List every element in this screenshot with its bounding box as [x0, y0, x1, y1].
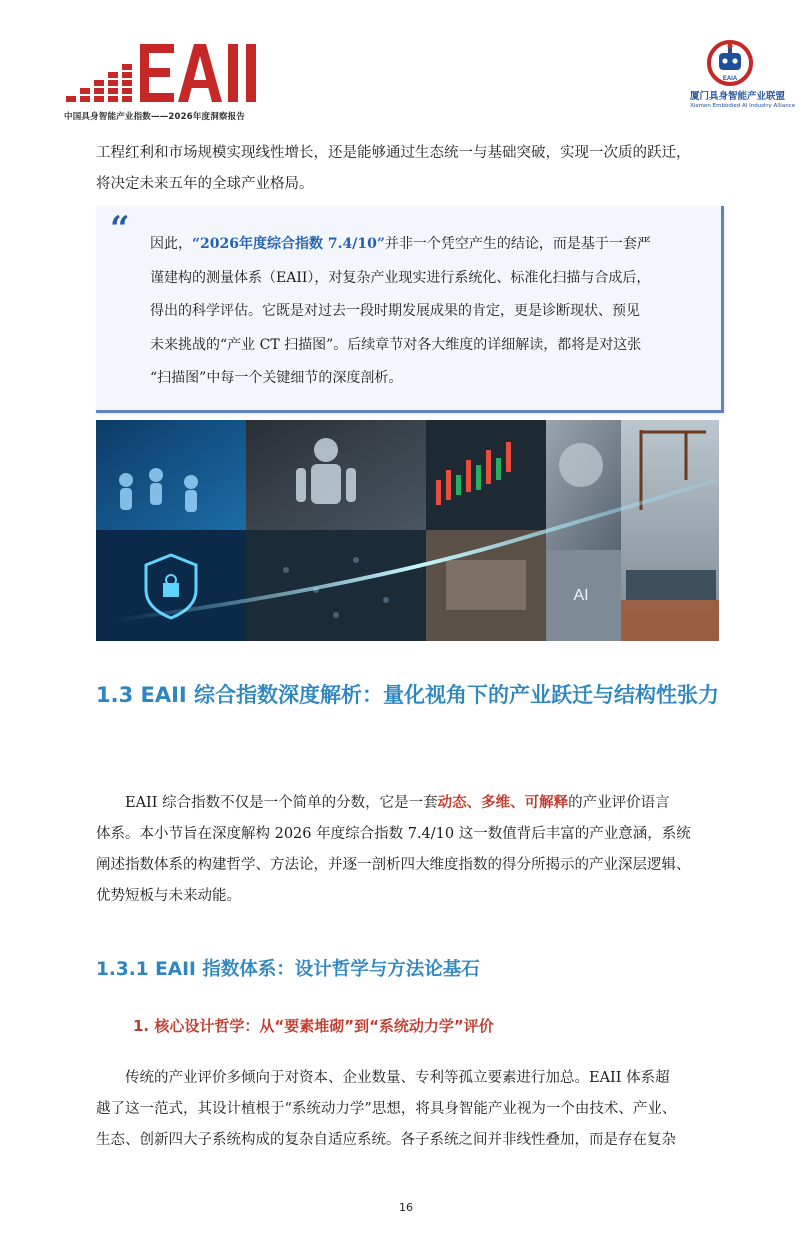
composite-index-highlight: “2026年度综合指数 7.4/10”: [192, 236, 385, 252]
paragraph-line: 传统的产业评价多倾向于对资本、企业数量、专利等孤立要素进行加总。EAII 体系超: [125, 1070, 670, 1086]
intro-line: 工程红利和市场规模实现线性增长，还是能够通过生态统一与基础突破，实现一次质的跃迁，: [96, 145, 691, 161]
quote-line: 未来挑战的“产业 CT 扫描图”。后续章节对各大维度的详细解读，都将是对这张: [150, 336, 642, 353]
robot-emblem-icon: [702, 40, 758, 86]
logo-caption: 中国具身智能产业指数——2026年度洞察报告: [64, 112, 246, 122]
alliance-name-en: Xiamen Embodied AI Industry Alliance: [690, 103, 796, 109]
section-1-3-intro-paragraph: [96, 787, 720, 912]
quote-text: [150, 228, 710, 396]
paragraph-line: 优势短板与未来动能。: [96, 888, 241, 904]
tech-collage-image: [96, 420, 719, 641]
alliance-name-cn: 厦门具身智能产业联盟: [690, 91, 786, 102]
alliance-badge: EAIA: [722, 76, 738, 82]
page-number: 16: [399, 1201, 413, 1214]
collage-graphic: [96, 420, 719, 641]
paragraph-line: 越了这一范式，其设计植根于“系统动力学”思想，将具身智能产业视为一个由技术、产业、: [96, 1101, 677, 1117]
intro-paragraph: [96, 138, 720, 200]
ai-label: AI: [573, 587, 589, 604]
quote-card: [96, 206, 724, 413]
eaii-logo-mark: [64, 38, 269, 110]
paragraph-line: 体系。本小节旨在深度解构 2026 年度综合指数 7.4/10 这一数值背后丰富的产业意涵，系统: [96, 826, 691, 842]
section-1-3-1-paragraph: [96, 1063, 720, 1156]
alliance-logo: [690, 40, 796, 120]
quote-line: 得出的科学评估。它既是对过去一段时期发展成果的肯定，更是诊断现状、预见: [150, 303, 640, 319]
quote-line: “扫描图”中每一个关键细节的深度剖析。: [150, 370, 403, 386]
section-1-3-1-heading: 1.3.1 EAII 指数体系：设计哲学与方法论基石: [96, 959, 480, 980]
eaii-logo: [64, 38, 269, 124]
paragraph-line: 阐述指数体系的构建哲学、方法论，并逐一剖析四大维度指数的得分所揭示的产业深层逻辑、: [96, 857, 691, 873]
section-1-3-heading: 1.3 EAII 综合指数深度解析：量化视角下的产业跃迁与结构性张力: [96, 683, 720, 707]
paragraph-line: 生态、创新四大子系统构成的复杂自适应系统。各子系统之间并非线性叠加，而是存在复杂: [96, 1132, 676, 1148]
quote-mark-icon: “: [110, 209, 130, 249]
quote-line: 谨建构的测量体系（EAII），对复杂产业现实进行系统化、标准化扫描与合成后，: [150, 269, 651, 286]
core-philosophy-subheading: 1. 核心设计哲学：从“要素堆砌”到“系统动力学”评价: [133, 1017, 494, 1035]
intro-line: 将决定未来五年的全球产业格局。: [96, 176, 314, 192]
paragraph-line: EAII 综合指数不仅是一个简单的分数，它是一套动态、多维、可解释的产业评价语言: [125, 794, 670, 811]
dynamic-multidimensional-highlight: 动态、多维、可解释: [437, 794, 569, 811]
quote-line: 因此，“2026年度综合指数 7.4/10”并非一个凭空产生的结论，而是基于一套严: [150, 236, 651, 252]
